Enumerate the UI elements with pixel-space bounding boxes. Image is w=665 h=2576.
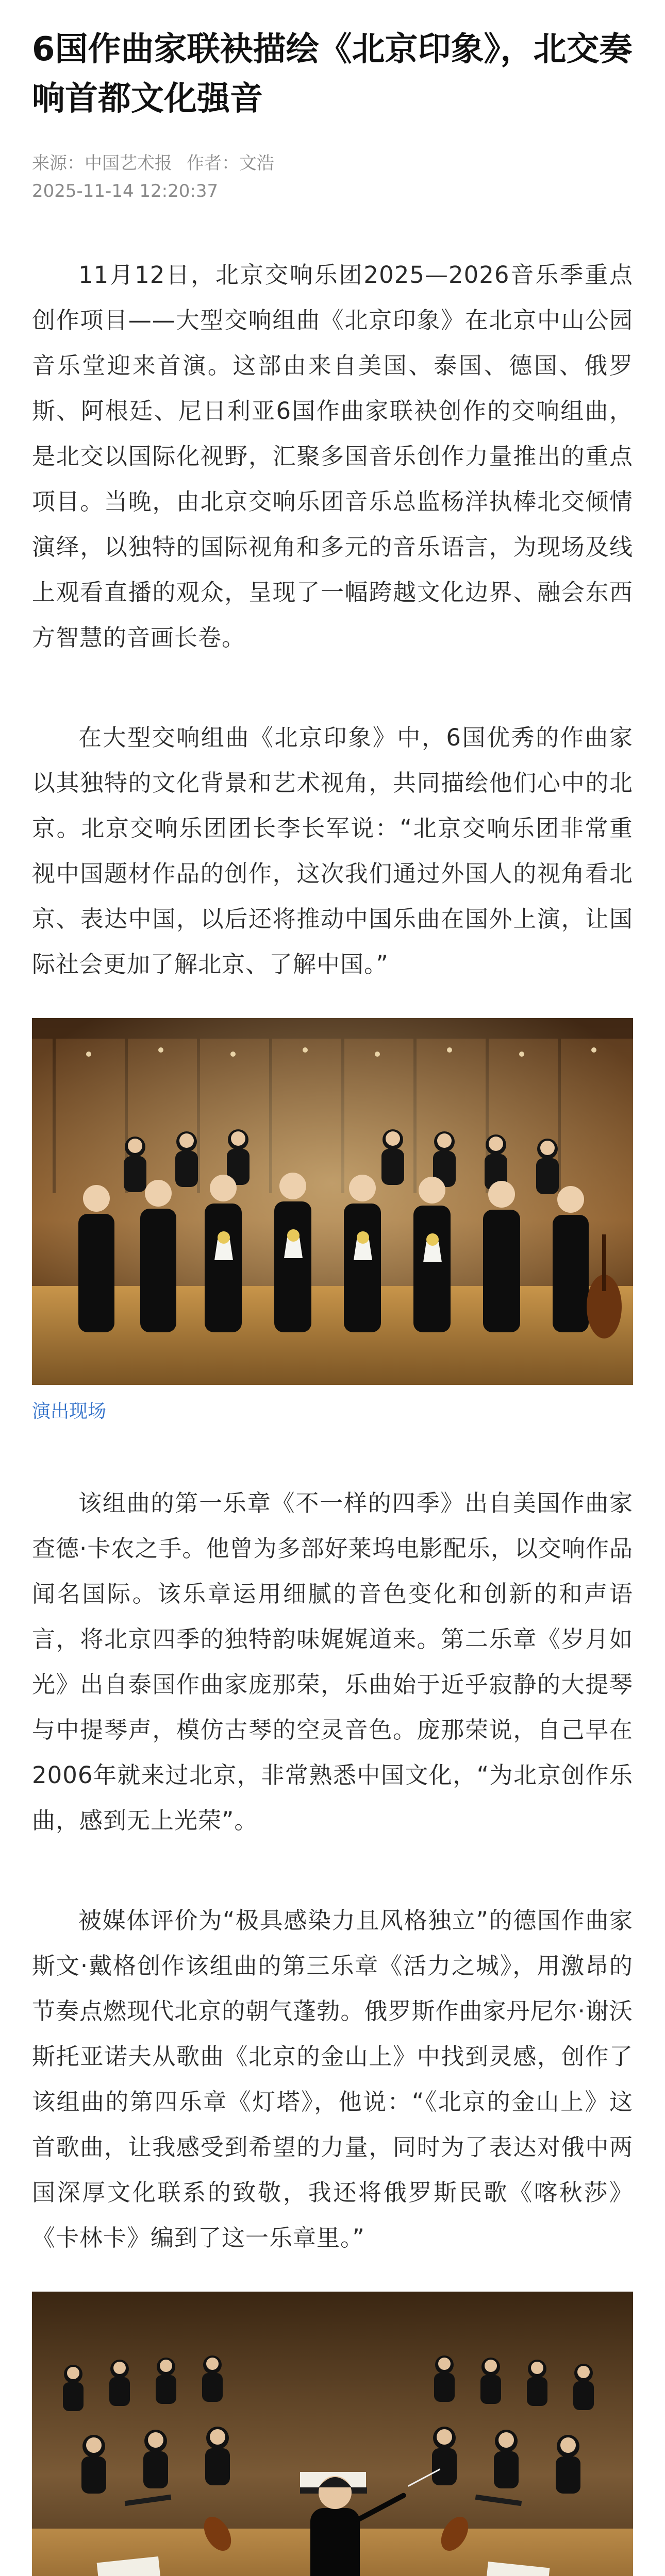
article-meta bbox=[32, 149, 633, 177]
photo-caption-1: 演出现场 bbox=[32, 1401, 107, 1422]
concert-photo-curtain-call bbox=[32, 1018, 633, 1385]
paragraph-1: 11月12日，北京交响乐团2025—2026音乐季重点创作项目——大型交响组曲《北京印象》在北京中山公园音乐堂迎来首演。这部由来自美国、泰国、德国、俄罗斯、阿根廷、尼日利亚6国作曲家联袂创作的交响组曲，是北交以国际化视野，汇聚多国音乐创作力量推出的重点项目。当晚，由北京交响乐团音乐总监杨洋执棒北交倾情演绎，以独特的国际视角和多元的音乐语言，为现场及线上观看直播的观众，呈现了一幅跨越文化边界、融会东西方智慧的音画长卷。 bbox=[32, 261, 633, 651]
publish-timestamp: 2025-11-14 12:20:37 bbox=[32, 181, 219, 201]
source-label: 来源：中国艺术报 bbox=[32, 153, 172, 174]
concert-photo-orchestra bbox=[32, 2292, 633, 2576]
paragraph-2: 在大型交响组曲《北京印象》中，6国优秀的作曲家以其独特的文化背景和艺术视角，共同描绘他们心中的北京。北京交响乐团团长李长军说：“北京交响乐团非常重视中国题材作品的创作，这次我们通过外国人的视角看北京、表达中国，以后还将推动中国乐曲在国外上演，让国际社会更加了解北京、了解中国。” bbox=[32, 724, 633, 978]
paragraph-4: 被媒体评价为“极具感染力且风格独立”的德国作曲家斯文·戴格创作该组曲的第三乐章《活力之城》，用激昂的节奏点燃现代北京的朝气蓬勃。俄罗斯作曲家丹尼尔·谢沃斯托亚诺夫从歌曲《北京的金山上》中找到灵感，创作了该组曲的第四乐章《灯塔》，他说：“《北京的金山上》这首歌曲，让我感受到希望的力量，同时为了表达对俄中两国深厚文化联系的致敬，我还将俄罗斯民歌《喀秋莎》《卡林卡》编到了这一乐章里。” bbox=[32, 1907, 633, 2251]
paragraph-3: 该组曲的第一乐章《不一样的四季》出自美国作曲家查德·卡农之手。他曾为多部好莱坞电影配乐，以交响作品闻名国际。该乐章运用细腻的音色变化和创新的和声语言，将北京四季的独特韵味娓娓道来。第二乐章《岁月如光》出自泰国作曲家庞那荣，乐曲始于近乎寂静的大提琴与中提琴声，模仿古琴的空灵音色。庞那荣说，自己早在2006年就来过北京，非常熟悉中国文化，“为北京创作乐曲，感到无上光荣”。 bbox=[32, 1489, 633, 1834]
article-title: 6国作曲家联袂描绘《北京印象》，北交奏响首都文化强音 bbox=[32, 30, 633, 118]
author-label: 作者：文浩 bbox=[187, 153, 274, 174]
